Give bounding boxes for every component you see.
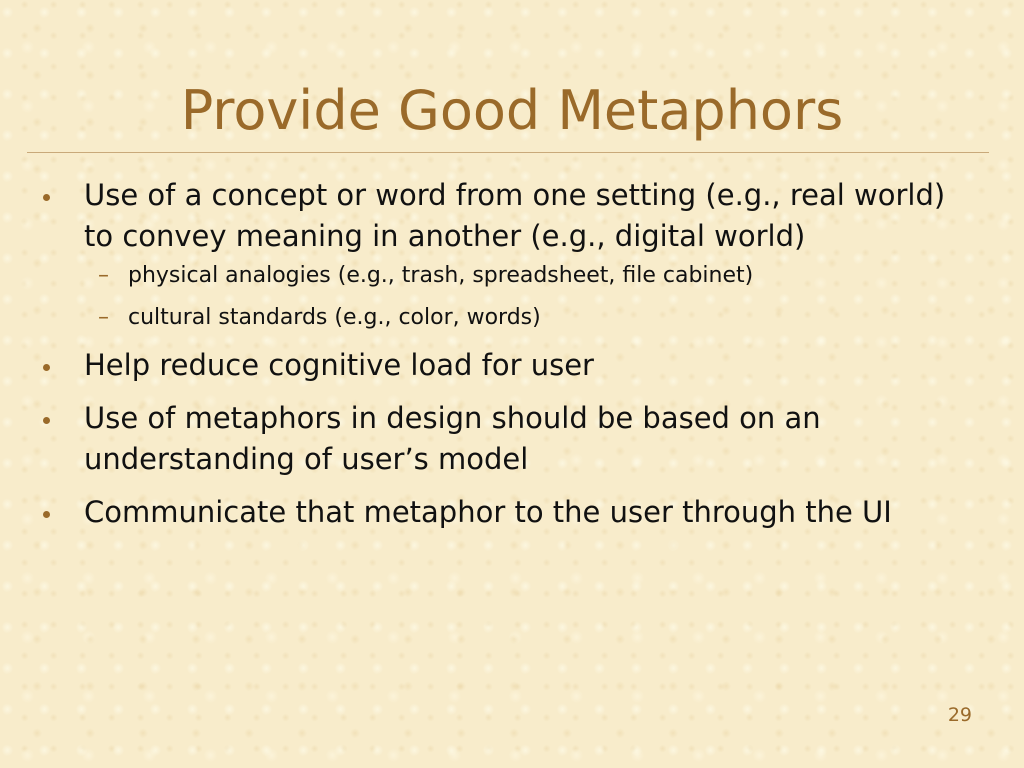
bullet-dot-icon (43, 511, 50, 518)
dash-icon: – (98, 305, 109, 330)
slide-title: Provide Good Metaphors (180, 79, 844, 142)
bullet-item (0, 345, 1024, 386)
bullet-item (0, 175, 1024, 333)
bullet-text: Use of a concept or word from one setting (e.g., real world) to convey meaning in another (e.g., digital world) (84, 178, 946, 253)
bullet-dot-icon (43, 417, 50, 424)
title-divider (27, 152, 989, 153)
bullet-item (0, 398, 1024, 480)
sub-bullet-text: cultural standards (e.g., color, words) (128, 305, 541, 330)
bullet-text: Help reduce cognitive load for user (84, 348, 594, 382)
dash-icon: – (98, 263, 109, 288)
sub-bullet-item (84, 261, 964, 291)
sub-bullet-text: physical analogies (e.g., trash, spreadsheet, file cabinet) (128, 263, 754, 288)
bullet-text: Use of metaphors in design should be based on an understanding of user’s model (84, 401, 821, 476)
bullet-item (0, 492, 1024, 533)
bullet-list (0, 175, 1024, 545)
sub-bullet-item (84, 303, 964, 333)
bullet-text: Communicate that metaphor to the user through the UI (84, 495, 892, 529)
bullet-dot-icon (43, 364, 50, 371)
sub-bullet-list (84, 261, 964, 333)
bullet-dot-icon (43, 194, 50, 201)
page-number: 29 (947, 704, 972, 726)
